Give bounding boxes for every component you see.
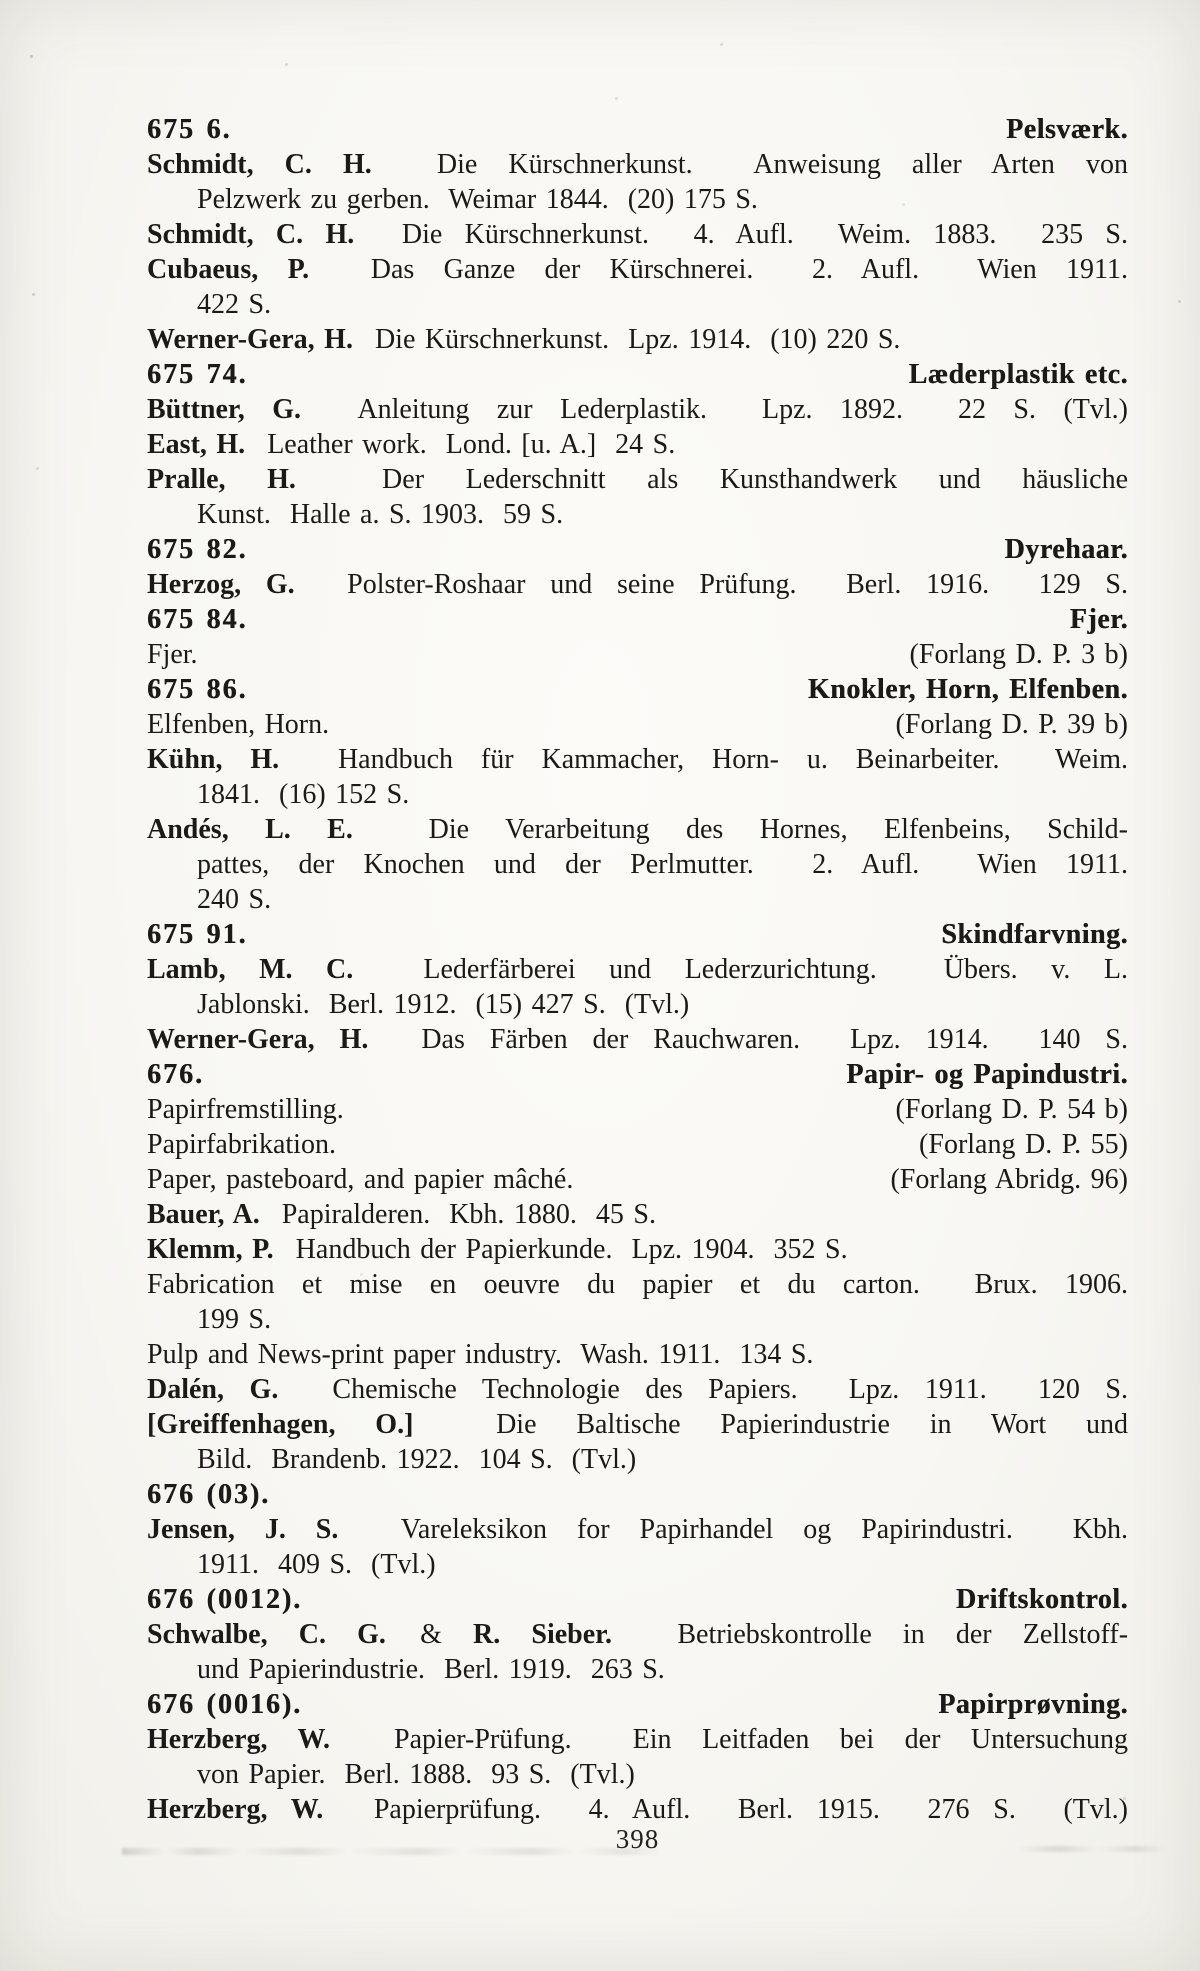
subject-heading: Skindfarvning. [941, 919, 1128, 950]
entry-line: Kunst. Halle a. S. 1903. 59 S. [197, 499, 564, 530]
entry-line: Bild. Brandenb. 1922. 104 S. (Tvl.) [197, 1444, 637, 1475]
subject-heading: Papir- og Papindustri. [846, 1059, 1128, 1090]
classification-number: 676 (0012). [147, 1584, 303, 1615]
author-name: Schwalbe, C. G. [147, 1619, 386, 1650]
author-name: East, H. [147, 429, 246, 460]
author-name: Dalén, G. [147, 1374, 279, 1405]
subject-heading: Fjer. [1069, 604, 1128, 635]
classification-number: 675 86. [147, 674, 248, 705]
section-heading [147, 602, 1128, 637]
section-heading [147, 672, 1128, 707]
forlang-reference: (Forlang D. P. 39 b) [895, 709, 1128, 740]
entry-line: Werner-Gera, H. Die Kürschnerkunst. Lpz. 1914. (10) 220 S. [147, 324, 901, 355]
section-heading [147, 357, 1128, 392]
forlang-reference: (Forlang D. P. 3 b) [909, 639, 1128, 670]
author-name: Schmidt, C. H. [147, 219, 355, 250]
author-name: Schmidt, C. H. [147, 149, 372, 180]
entry-line: Werner-Gera, H. Das Färben der Rauchwaren. Lpz. 1914. 140 S. [147, 1024, 1129, 1055]
section-heading [147, 1477, 1128, 1512]
scan-speck-artifacts [30, 55, 33, 58]
classification-number: 675 82. [147, 534, 248, 565]
entry-line: Pulp and News-print paper industry. Wash. 1911. 134 S. [147, 1339, 814, 1370]
cross-reference-term: Papirfremstilling. [147, 1094, 344, 1125]
classification-number: 675 91. [147, 919, 248, 950]
subject-heading: Papirprøvning. [938, 1689, 1128, 1720]
classification-number: 675 84. [147, 604, 248, 635]
entry-line: und Papierindustrie. Berl. 1919. 263 S. [197, 1654, 665, 1685]
subject-heading: Dyrehaar. [1004, 534, 1128, 565]
author-name: R. Sieber. [473, 1619, 613, 1650]
entry-line: Schwalbe, C. G. & R. Sieber. Betriebskontrolle in der Zellstoff- [147, 1619, 1129, 1650]
author-name: Büttner, G. [147, 394, 302, 425]
text-block [147, 112, 1128, 1827]
author-name: Jensen, J. S. [147, 1514, 339, 1545]
entry-line: [Greiffenhagen, O.] Die Baltische Papierindustrie in Wort und [147, 1409, 1128, 1440]
cross-reference-line [147, 707, 1128, 742]
classification-number: 676 (03). [147, 1479, 271, 1510]
entry-line: Pelzwerk zu gerben. Weimar 1844. (20) 175 S. [197, 184, 758, 215]
subject-heading: Driftskontrol. [955, 1584, 1128, 1615]
forlang-reference: (Forlang D. P. 55) [919, 1129, 1128, 1160]
entry-line: Jablonski. Berl. 1912. (15) 427 S. (Tvl.) [197, 989, 690, 1020]
author-name: Herzberg, W. [147, 1724, 330, 1755]
cross-reference-term: Paper, pasteboard, and papier mâché. [147, 1164, 574, 1195]
entry-line: Pralle, H. Der Lederschnitt als Kunsthandwerk und häusliche [147, 464, 1129, 495]
entry-line: Herzog, G. Polster-Roshaar und seine Prüfung. Berl. 1916. 129 S. [147, 569, 1129, 600]
cross-reference-line [147, 1127, 1128, 1162]
classification-number: 676. [147, 1059, 204, 1090]
entry-line: Bauer, A. Papiralderen. Kbh. 1880. 45 S. [147, 1199, 657, 1230]
subject-heading: Knokler, Horn, Elfenben. [807, 674, 1128, 705]
cross-reference-line [147, 1092, 1128, 1127]
entry-line: Kühn, H. Handbuch für Kammacher, Horn- u. Beinarbeiter. Weim. [147, 744, 1128, 775]
entry-line: Cubaeus, P. Das Ganze der Kürschnerei. 2. Aufl. Wien 1911. [147, 254, 1128, 285]
section-heading [147, 1687, 1128, 1722]
entry-line: pattes, der Knochen und der Perlmutter. 2. Aufl. Wien 1911. [197, 849, 1128, 880]
author-name: Lamb, M. C. [147, 954, 354, 985]
cross-reference-term: Elfenben, Horn. [147, 709, 330, 740]
subject-heading: Læderplastik etc. [908, 359, 1128, 390]
entry-line: East, H. Leather work. Lond. [u. A.] 24 S. [147, 429, 676, 460]
forlang-reference: (Forlang D. P. 54 b) [895, 1094, 1128, 1125]
author-name: [Greiffenhagen, O.] [147, 1409, 414, 1440]
entry-line: Lamb, M. C. Lederfärberei und Lederzurichtung. Übers. v. L. [147, 954, 1128, 985]
entry-line: Fabrication et mise en oeuvre du papier et du carton. Brux. 1906. [147, 1269, 1128, 1300]
author-name: Bauer, A. [147, 1199, 260, 1230]
classification-number: 675 74. [147, 359, 248, 390]
author-name: Werner-Gera, H. [147, 324, 353, 355]
entry-line: Büttner, G. Anleitung zur Lederplastik. Lpz. 1892. 22 S. (Tvl.) [147, 394, 1128, 425]
cross-reference-line [147, 637, 1128, 672]
author-name: Pralle, H. [147, 464, 296, 495]
section-heading [147, 532, 1128, 567]
cross-reference-line [147, 1162, 1128, 1197]
entry-line: 422 S. [197, 289, 272, 320]
author-name: Andés, L. E. [147, 814, 353, 845]
entry-line: von Papier. Berl. 1888. 93 S. (Tvl.) [197, 1759, 635, 1790]
author-name: Kühn, H. [147, 744, 280, 775]
entry-line: Klemm, P. Handbuch der Papierkunde. Lpz. 1904. 352 S. [147, 1234, 848, 1265]
classification-number: 675 6. [147, 114, 232, 145]
entry-line: Herzberg, W. Papier-Prüfung. Ein Leitfaden bei der Untersuchung [147, 1724, 1129, 1755]
forlang-reference: (Forlang Abridg. 96) [890, 1164, 1128, 1195]
entry-line: Jensen, J. S. Vareleksikon for Papirhandel og Papirindustri. Kbh. [147, 1514, 1128, 1545]
entry-line: 199 S. [197, 1304, 272, 1335]
subject-heading: Pelsværk. [1006, 114, 1128, 145]
author-name: Herzberg, W. [147, 1794, 324, 1825]
entry-line: Schmidt, C. H. Die Kürschnerkunst. 4. Aufl. Weim. 1883. 235 S. [147, 219, 1128, 250]
section-heading [147, 112, 1128, 147]
section-heading [147, 917, 1128, 952]
entry-line: Dalén, G. Chemische Technologie des Papiers. Lpz. 1911. 120 S. [147, 1374, 1129, 1405]
entry-line: Schmidt, C. H. Die Kürschnerkunst. Anweisung aller Arten von [147, 149, 1129, 180]
entry-line: 240 S. [197, 884, 272, 915]
entry-line: 1911. 409 S. (Tvl.) [197, 1549, 436, 1580]
entry-line: 1841. (16) 152 S. [197, 779, 410, 810]
page-number: 398 [615, 1824, 660, 1854]
classification-number: 676 (0016). [147, 1689, 303, 1720]
section-heading [147, 1057, 1128, 1092]
author-name: Werner-Gera, H. [147, 1024, 369, 1055]
author-name: Klemm, P. [147, 1234, 274, 1265]
author-name: Cubaeus, P. [147, 254, 310, 285]
cross-reference-term: Papirfabrikation. [147, 1129, 336, 1160]
cross-reference-term: Fjer. [147, 639, 198, 670]
entry-line: Andés, L. E. Die Verarbeitung des Hornes, Elfenbeins, Schild- [147, 814, 1128, 845]
author-name: Herzog, G. [147, 569, 295, 600]
entry-line: Herzberg, W. Papierprüfung. 4. Aufl. Berl. 1915. 276 S. (Tvl.) [147, 1794, 1128, 1825]
section-heading [147, 1582, 1128, 1617]
